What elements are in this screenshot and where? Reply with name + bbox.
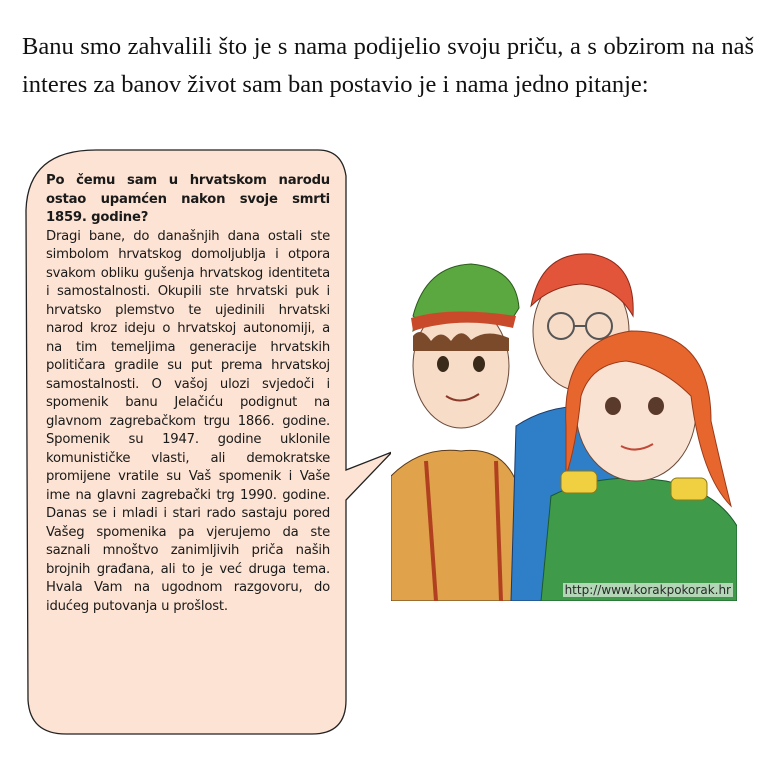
watermark-text: http://www.korakpokorak.hr xyxy=(564,583,731,597)
bubble-answer: Dragi bane, do današnjih dana ostali ste simbolom hrvatskog domoljublja i otpora svakom obliku gušenja hrvatskog identiteta i samostalnosti. Okupili ste hrvatski puk i hrvatsko plemstvo te ujedinili hrvatski narod kroz ideju o hrvatskoj autonomiji, a na tim temeljima generacije hrvatskih političara gradile su put prema hrvatskoj samostalnosti. O vašoj ulozi svjedoči i spomenik banu Jelačiću podignut na glavnom zagrebačkom trgu 1866. godine. Spomenik su 1947. godine uklonile komunističke vlasti, ali demokratske promijene vratile su Vaš spomenik i Vaše ime na glavni zagrebački trg 1990. godine. Danas se i mladi i stari rado sastaju pored Vašeg spomenika pa vjerujemo da ste saznali mnoštvo zanimljivih priča naših brojnih građana, ali to je već druga tema. Hvala Vam na ugodnom razgovoru, do idućeg putovanja u prošlost. xyxy=(46,228,330,614)
children-illustration xyxy=(391,246,737,601)
children-drawing xyxy=(391,246,737,601)
bubble-text xyxy=(46,172,330,616)
bubble-question: Po čemu sam u hrvatskom narodu ostao upamćen nakon svoje smrti 1859. godine? xyxy=(46,173,330,225)
intro-paragraph: Banu smo zahvalili što je s nama podijelio svoju priču, a s obzirom na naš interes za banov život sam ban postavio je i nama jedno pitanje: xyxy=(22,33,754,98)
